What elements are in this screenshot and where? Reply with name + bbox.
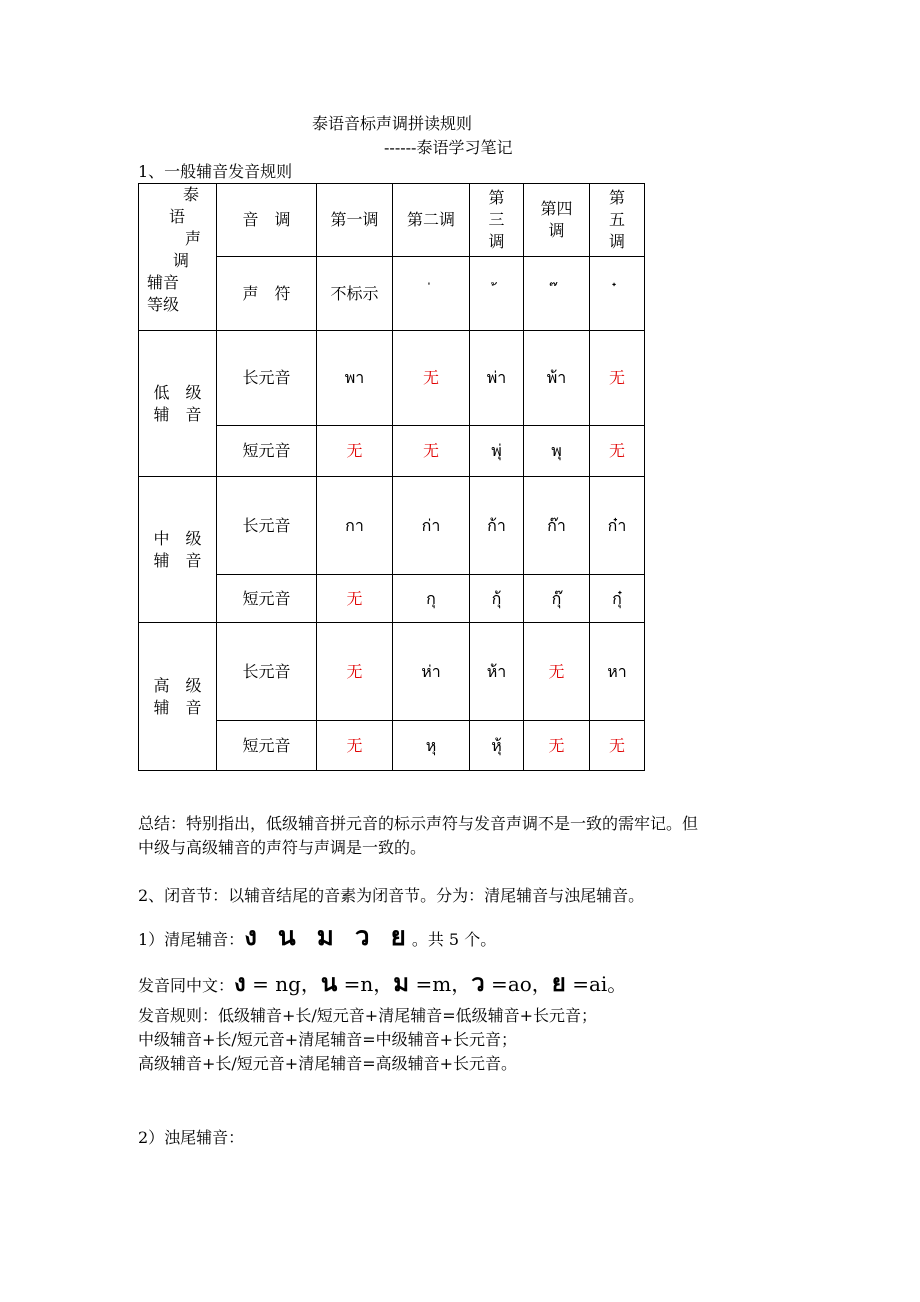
- tone-1: 第一调: [317, 184, 393, 257]
- mark-5: [590, 257, 645, 331]
- cell: 无: [590, 426, 645, 477]
- row-label: 短元音: [217, 721, 317, 771]
- section-2-heading: 2、闭音节：以辅音结尾的音素为闭音节。分为：清尾辅音与浊尾辅音。: [138, 886, 645, 905]
- cell: 无: [317, 721, 393, 771]
- group-low-label: 低 级 辅 音: [139, 331, 217, 477]
- cell: หุ้: [470, 721, 524, 771]
- summary-line-1: 总结：特别指出，低级辅音拼元音的标示声符与发音声调不是一致的需牢记。但: [138, 814, 699, 833]
- mark-2: [393, 257, 470, 331]
- cell: พุ: [524, 426, 590, 477]
- pronunciation-line: 发音同中文：ง = ng，น =n，ม =m，ว =ao，ย =ai。: [138, 969, 628, 997]
- group-high-label: 高 级 辅 音: [139, 623, 217, 771]
- cell: หา: [590, 623, 645, 721]
- cell: กุ: [393, 575, 470, 623]
- tone-2: 第二调: [393, 184, 470, 257]
- cell: 无: [317, 575, 393, 623]
- cell: กุ๋: [590, 575, 645, 623]
- clear-final-line: 1）清尾辅音：ง น ม ว ย。共 5 个。: [138, 922, 497, 952]
- cell: 无: [590, 721, 645, 771]
- cell: 无: [590, 331, 645, 426]
- tone-table: [138, 183, 645, 771]
- cell: 无: [524, 721, 590, 771]
- header-tone: 音 调: [217, 184, 317, 257]
- turbid-final-heading: 2）浊尾辅音：: [138, 1128, 245, 1147]
- header-mark: 声 符: [217, 257, 317, 331]
- row-label: 长元音: [217, 477, 317, 575]
- page-subtitle: ------泰语学习笔记: [384, 138, 513, 157]
- rule-line-3: 高级辅音+长/短元音+清尾辅音=高级辅音+长元音。: [138, 1054, 518, 1073]
- cell: 无: [393, 331, 470, 426]
- cell: พ่า: [470, 331, 524, 426]
- cell: กุ้: [470, 575, 524, 623]
- clear-final-letters: ง น ม ว ย: [244, 922, 412, 952]
- cell: ก่า: [393, 477, 470, 575]
- row-label: 长元音: [217, 331, 317, 426]
- cell: ก๋า: [590, 477, 645, 575]
- mark-3: [470, 257, 524, 331]
- cell: หุ: [393, 721, 470, 771]
- cell: ก๊า: [524, 477, 590, 575]
- tone-4: 第四调: [524, 184, 590, 257]
- section-1-heading: 1、一般辅音发音规则: [138, 162, 293, 181]
- cell: พ้า: [524, 331, 590, 426]
- cell: 无: [524, 623, 590, 721]
- cell: ห้า: [470, 623, 524, 721]
- rule-line-2: 中级辅音+长/短元音+清尾辅音=中级辅音+长元音；: [138, 1030, 518, 1049]
- cell: พุ่: [470, 426, 524, 477]
- corner-header: 泰 语 声 调 辅音 等级: [139, 184, 217, 331]
- mark-1: 不标示: [317, 257, 393, 331]
- tone-5: 第五调: [590, 184, 645, 257]
- row-label: 长元音: [217, 623, 317, 721]
- cell: กุ๊: [524, 575, 590, 623]
- cell: กา: [317, 477, 393, 575]
- group-mid-label: 中 级 辅 音: [139, 477, 217, 623]
- cell: 无: [317, 623, 393, 721]
- cell: 无: [317, 426, 393, 477]
- cell: ห่า: [393, 623, 470, 721]
- cell: ก้า: [470, 477, 524, 575]
- summary-line-2: 中级与高级辅音的声符与声调是一致的。: [138, 838, 427, 857]
- mark-4: [524, 257, 590, 331]
- row-label: 短元音: [217, 575, 317, 623]
- cell: 无: [393, 426, 470, 477]
- rule-line-1: 发音规则：低级辅音+长/短元音+清尾辅音=低级辅音+长元音；: [138, 1006, 598, 1025]
- row-label: 短元音: [217, 426, 317, 477]
- cell: พา: [317, 331, 393, 426]
- page-title: 泰语音标声调拼读规则: [312, 114, 473, 133]
- tone-3: 第三调: [470, 184, 524, 257]
